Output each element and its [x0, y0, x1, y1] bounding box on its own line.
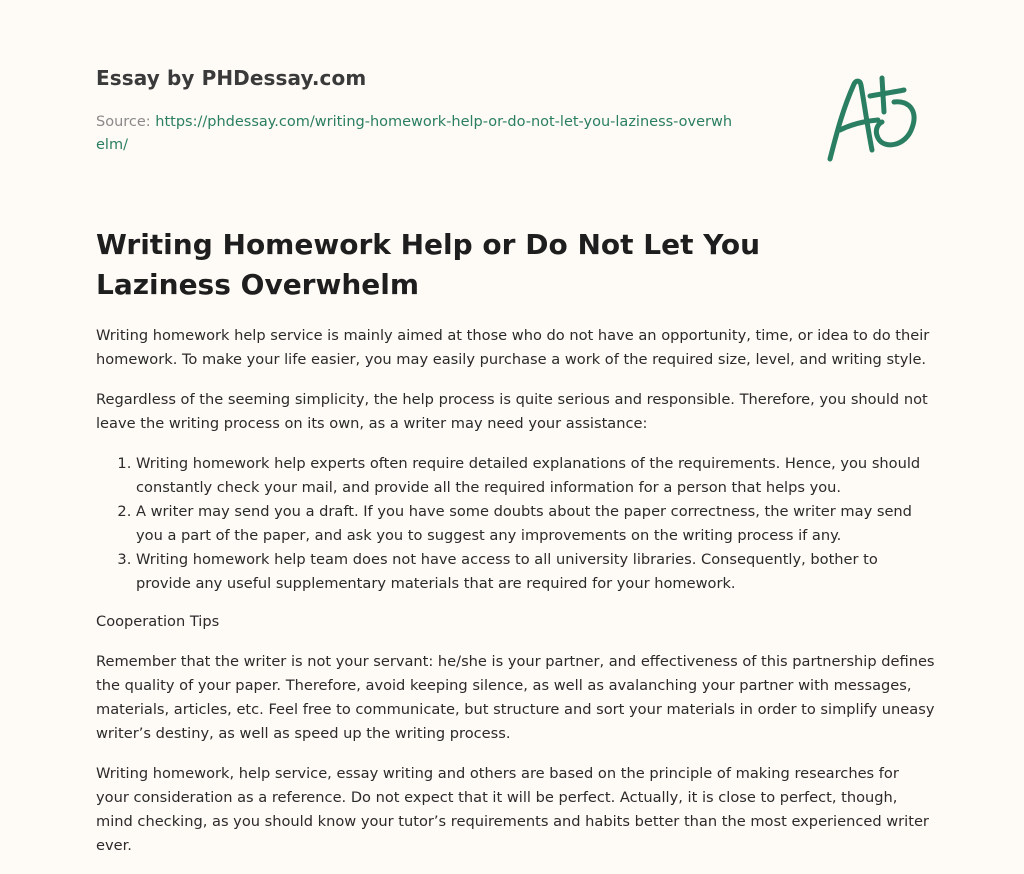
source-line	[96, 111, 736, 157]
paragraph: Writing homework help service is mainly aimed at those who do not have an opportunity, time, or idea to do their homework. To make your life easier, you may easily purchase a work of the required size, level, and writing style.	[96, 327, 930, 368]
source-link[interactable]: https://phdessay.com/writing-homework-help-or-do-not-let-you-laziness-overwhelm/	[96, 114, 733, 153]
list-item: 1. Writing homework help experts often require detailed explanations of the requirements. Hence, you should constantly check your mail, and provide all the required information for a person that helps you.	[136, 452, 936, 500]
paragraph: Regardless of the seeming simplicity, the help process is quite serious and responsible. Therefore, you should not leave the writing process on its own, as a writer may need your assistance:	[96, 391, 928, 432]
article-title: Writing Homework Help or Do Not Let You Laziness Overwhelm	[96, 228, 761, 301]
paragraph: Writing homework, help service, essay writing and others are based on the principle of making researches for your consideration as a reference. Do not expect that it will be perfect. Actually, it is close to perfect, though, mind checking, as you should know your tutor’s requirements and habits better than the most experienced writer ever.	[96, 765, 929, 854]
article-body	[96, 324, 936, 874]
source-label: Source:	[96, 114, 156, 130]
site-brand: Essay by PHDessay.com	[96, 66, 367, 90]
a-plus-grade-icon	[820, 66, 930, 166]
list-item: 2. A writer may send you a draft. If you have some doubts about the paper correctness, the writer may send you a part of the paper, and ask you to suggest any improvements on the writing process if any.	[136, 500, 936, 548]
list-item: 3. Writing homework help team does not have access to all university libraries. Consequently, bother to provide any useful supplementary materials that are required for your homework.	[136, 548, 936, 596]
section-subheading: Cooperation Tips	[96, 613, 220, 630]
paragraph: Remember that the writer is not your servant: he/she is your partner, and effectiveness of this partnership defines the quality of your paper. Therefore, avoid keeping silence, as well as avalanching your partner with messages, materials, articles, etc. Feel free to communicate, but structure and sort your materials in order to simplify uneasy writer’s destiny, as well as speed up the writing process.	[96, 653, 935, 742]
numbered-list	[96, 452, 936, 596]
